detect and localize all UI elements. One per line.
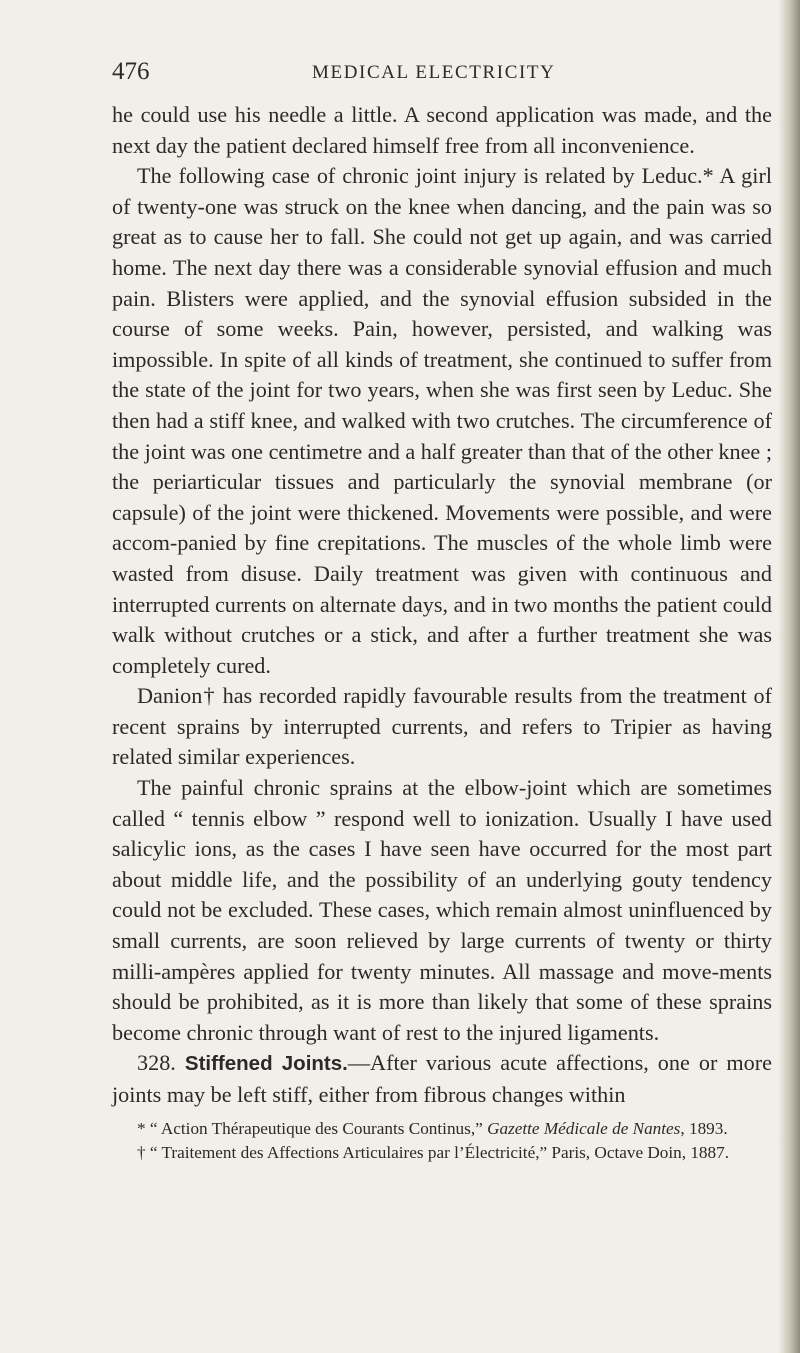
- paragraph: Danion† has recorded rapidly favourable results from the treatment of recent sprains by interrupted currents, and refers to Tripier as having related similar experiences.: [112, 683, 772, 770]
- paragraph: The following case of chronic joint injury is related by Leduc.* A girl of twenty-one was struck on the knee when dancing, and the pain was so great as to cause her to fall. She could not get up again, and was carried home. The next day there was a considerable synovial effusion and much pain. Blisters were applied, and the synovial effusion subsided in the course of some weeks. Pain, however, persisted, and walking was impossible. In spite of all kinds of treatment, she continued to suffer from the state of the joint for two years, when she was first seen by Leduc. She then had a stiff knee, and walked with two crutches. The circumference of the joint was one centimetre and a half greater than that of the other knee ; the periarticular tissues and particularly the synovial membrane (or capsule) of the joint were thickened. Movements were possible, and were accom-panied by fine crepitations. The muscles of the whole limb were wasted from disuse. Daily treatment was given with continuous and interrupted currents on alternate days, and in two months the patient could walk without crutches or a stick, and after a further treatment she was completely cured.: [112, 163, 772, 678]
- section-paragraph: [112, 1048, 772, 1110]
- paragraph: he could use his needle a little. A second application was made, and the next day the patient declared himself free from all inconvenience.: [112, 102, 772, 158]
- footnote: [112, 1117, 772, 1142]
- footnotes: [112, 1117, 772, 1166]
- section-title: Stiffened Joints.: [184, 1052, 348, 1076]
- section-number: 328.: [137, 1050, 176, 1076]
- running-title: MEDICAL ELECTRICITY: [312, 62, 556, 83]
- footnote-text: * “ Action Thérapeutique des Courants Continus,”: [137, 1118, 488, 1138]
- footnote-journal: Gazette Médicale de Nantes: [487, 1118, 681, 1138]
- footnote-year: , 1893.: [680, 1118, 728, 1138]
- book-page: [112, 58, 772, 1166]
- page-number: 476: [112, 58, 150, 85]
- body-text: [112, 100, 772, 1111]
- footnote: † “ Traitement des Affections Articulaires par l’Électricité,” Paris, Octave Doin, 1887.: [137, 1143, 730, 1163]
- paragraph: The painful chronic sprains at the elbow-joint which are sometimes called “ tennis elbow ” respond well to ionization. Usually I have used salicylic ions, as the cases I have seen have occurred for the most part about middle life, and the possibility of an underlying gouty tendency could not be excluded. These cases, which remain almost uninfluenced by small currents, are soon relieved by large currents of twenty or thirty milli-ampères applied for twenty minutes. All massage and move-ments should be prohibited, as it is more than likely that some of these sprains become chronic through want of rest to the injured ligaments.: [112, 775, 772, 1045]
- running-head: [112, 58, 772, 92]
- page-edge-shadow: [778, 0, 800, 1353]
- section-text: —After various acute affections, one or more joints may be left stiff, either from fibrous changes within: [112, 1050, 773, 1107]
